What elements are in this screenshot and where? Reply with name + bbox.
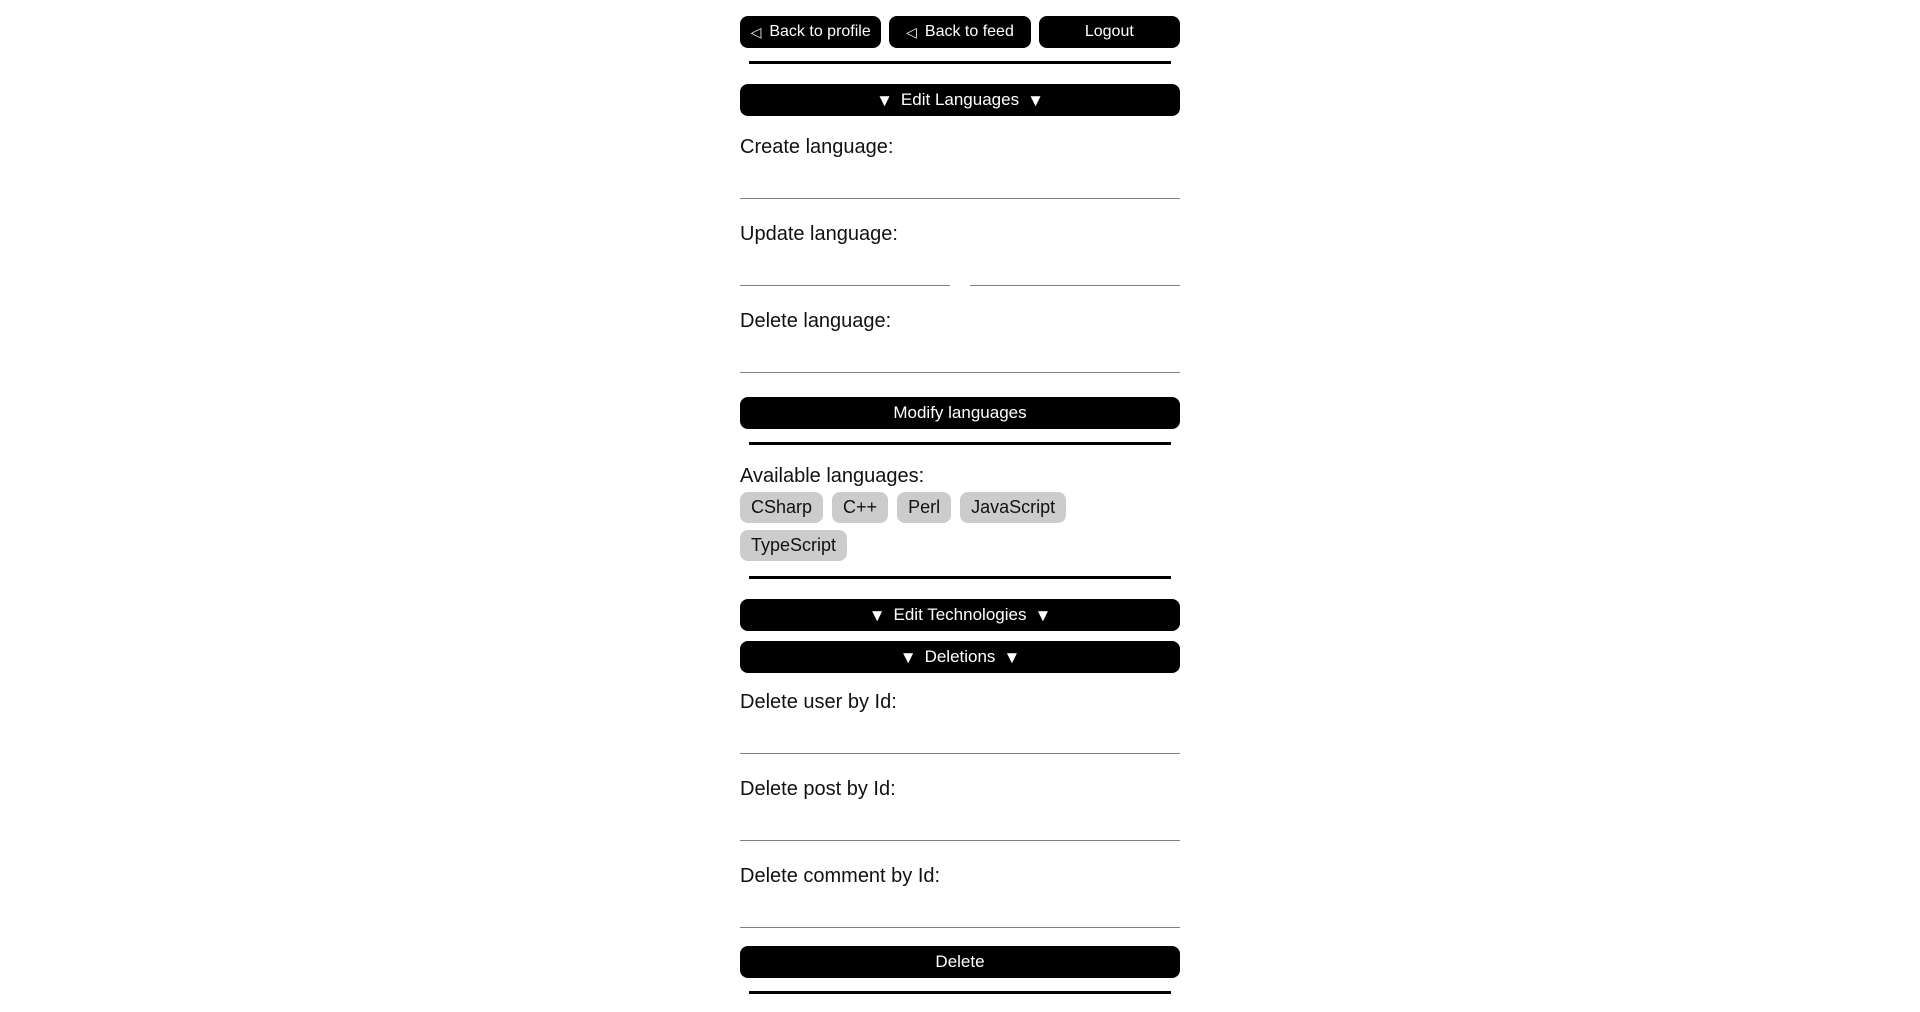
chevron-down-icon: ▼ (899, 647, 917, 667)
update-language-group (740, 223, 1180, 286)
chevron-down-icon: ▼ (1027, 90, 1044, 110)
available-languages-label: Available languages: (740, 465, 925, 487)
delete-post-group (740, 778, 1180, 841)
delete-comment-id-input[interactable] (740, 888, 1180, 928)
chevron-down-icon: ▼ (868, 605, 886, 625)
logout-button[interactable] (1039, 16, 1180, 48)
language-chips (740, 492, 1180, 563)
chevron-down-icon: ▼ (1034, 605, 1052, 625)
chevron-down-icon: ▼ (1003, 647, 1021, 667)
delete-language-label: Delete language: (740, 310, 892, 332)
edit-languages-toggle-label: Edit Languages (900, 90, 1020, 109)
delete-user-id-input[interactable] (740, 714, 1180, 754)
language-chip[interactable]: Perl (897, 492, 951, 523)
language-chip[interactable]: C++ (832, 492, 888, 523)
back-to-profile-label: Back to profile (769, 23, 871, 40)
delete-language-group (740, 310, 1180, 373)
edit-technologies-toggle-label: Edit Technologies (893, 605, 1027, 624)
language-chip[interactable]: TypeScript (740, 530, 847, 561)
back-to-feed-button[interactable] (889, 16, 1030, 48)
back-arrow-icon: ◁ (750, 24, 762, 40)
section-divider (749, 991, 1171, 994)
create-language-group (740, 136, 1180, 199)
delete-post-label: Delete post by Id: (740, 778, 896, 800)
language-chip[interactable]: CSharp (740, 492, 823, 523)
admin-panel (740, 0, 1180, 994)
delete-button-label: Delete (935, 952, 985, 971)
top-nav-row (740, 16, 1180, 48)
update-language-label: Update language: (740, 223, 898, 245)
delete-button[interactable] (740, 946, 1180, 978)
update-language-old-input[interactable] (740, 246, 950, 286)
available-languages-block (740, 465, 1180, 563)
section-divider (749, 61, 1171, 64)
modify-languages-button[interactable] (740, 397, 1180, 429)
delete-post-id-input[interactable] (740, 801, 1180, 841)
section-divider (749, 576, 1171, 579)
deletions-toggle[interactable] (740, 641, 1180, 673)
delete-comment-group (740, 865, 1180, 928)
modify-languages-label: Modify languages (893, 403, 1027, 422)
delete-user-group (740, 691, 1180, 754)
back-to-feed-label: Back to feed (924, 23, 1014, 40)
chevron-down-icon: ▼ (876, 90, 893, 110)
logout-label: Logout (1084, 23, 1134, 40)
back-to-profile-button[interactable] (740, 16, 881, 48)
create-language-input[interactable] (740, 159, 1180, 199)
update-language-new-input[interactable] (970, 246, 1180, 286)
back-arrow-icon: ◁ (906, 24, 917, 40)
delete-language-input[interactable] (740, 333, 1180, 373)
create-language-label: Create language: (740, 136, 894, 158)
edit-technologies-toggle[interactable] (740, 599, 1180, 631)
section-divider (749, 442, 1171, 445)
delete-comment-label: Delete comment by Id: (740, 865, 941, 887)
delete-user-label: Delete user by Id: (740, 691, 897, 713)
update-language-inputs (740, 246, 1180, 286)
edit-languages-toggle[interactable] (740, 84, 1180, 116)
deletions-toggle-label: Deletions (924, 647, 996, 666)
language-chip[interactable]: JavaScript (960, 492, 1066, 523)
